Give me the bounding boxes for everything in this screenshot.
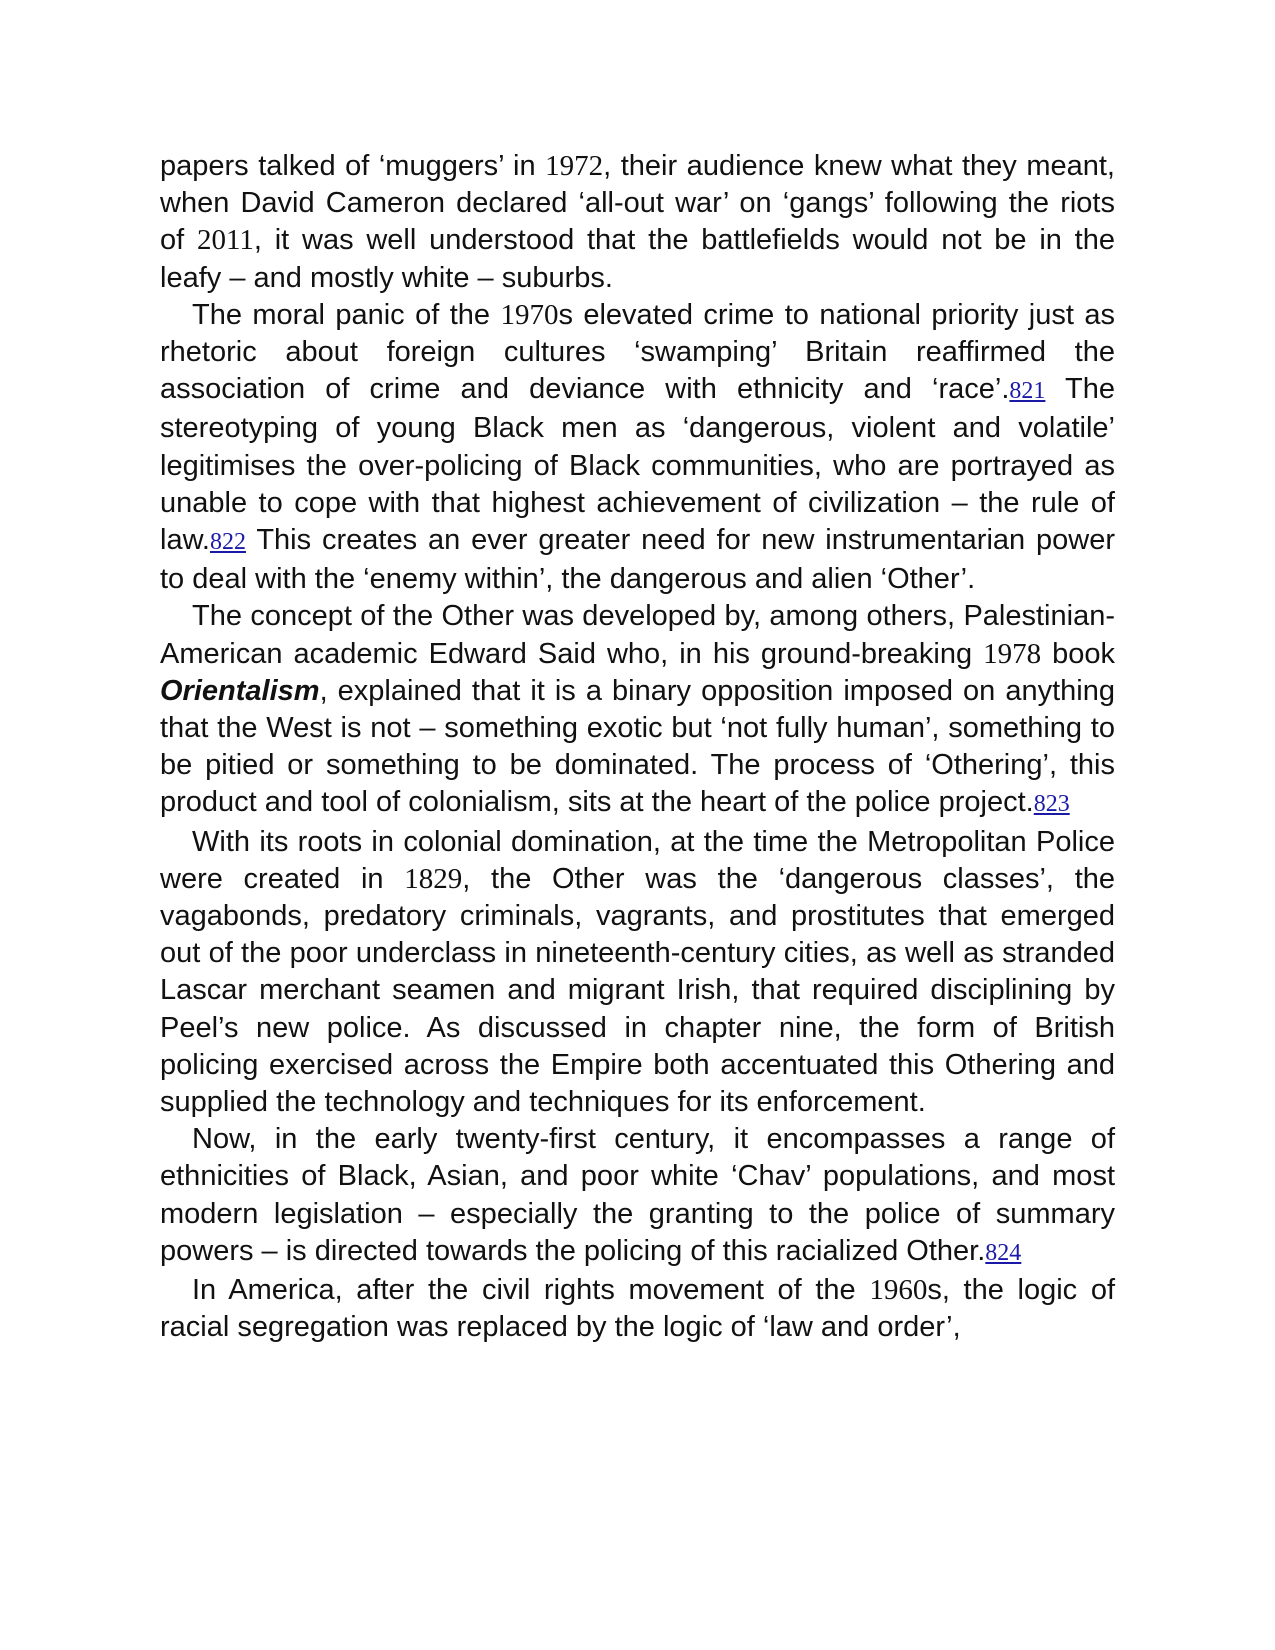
paragraph-text: , it was well understood that the battlefields would not be in the leafy – and mostly white – suburbs.: [160, 224, 1115, 294]
paragraph-text: The concept of the Other was developed by, among others, Palestinian-American academic Edward Said who, in his ground-breaking: [160, 600, 1115, 670]
paragraph-text: book: [1041, 637, 1115, 670]
paragraph-text: The stereotyping of young Black men as ‘dangerous, violent and volatile’ legitimises the over-policing of Black communities, who are portrayed as unable to cope with that highest achievement of civilization – the rule of law.: [160, 373, 1115, 557]
paragraph-text: In America, after the civil rights movement of the: [192, 1274, 870, 1307]
paragraph-text: s, the logic of racial segregation was replaced by the logic of ‘law and order’,: [160, 1274, 1115, 1344]
footnote-link-824[interactable]: 824: [985, 1239, 1022, 1266]
footnote-link-821[interactable]: 821: [1009, 378, 1046, 405]
paragraph-text: Now, in the early twenty-first century, it encompasses a range of ethnicities of Black, Asian, and poor white ‘Chav’ populations, and most modern legislation – especially the granting to the police of summary powers – is directed towards the policing of this racialized Other.: [160, 1123, 1115, 1267]
paragraph: [160, 824, 1115, 1122]
paragraph: [160, 1121, 1115, 1272]
paragraph-text: , their audience knew what they meant, when David Cameron declared ‘all-out war’ on ‘gangs’ following the riots of: [160, 150, 1115, 257]
year: 1978: [983, 637, 1042, 670]
paragraph-text: The moral panic of the: [192, 298, 501, 331]
footnote-link-822[interactable]: 822: [209, 529, 246, 556]
year: 2011: [196, 224, 254, 257]
year: 1970: [500, 298, 559, 331]
paragraph: [160, 1272, 1115, 1346]
paragraph-text: With its roots in colonial domination, at the time the Metropolitan Police were created in: [160, 825, 1115, 895]
paragraph: [160, 148, 1115, 297]
paragraph-text: papers talked of ‘muggers’ in: [160, 150, 546, 182]
footnote-link-823[interactable]: 823: [1033, 791, 1070, 818]
paragraph-text: s elevated crime to national priority just as rhetoric about foreign cultures ‘swamping’ Britain reaffirmed the association of crime and deviance with ethnicity and ‘race’.: [160, 298, 1115, 406]
paragraph-text: This creates an ever greater need for new instrumentarian power to deal with the ‘enemy within’, the dangerous and alien ‘Other’.: [160, 524, 1115, 596]
year: 1960: [869, 1274, 928, 1307]
paragraph: [160, 598, 1115, 823]
paragraph-text: , explained that it is a binary opposition imposed on anything that the West is not – something exotic but ‘not fully human’, something to be pitied or something to be dominated. The process of ‘Othering’, this product and tool of colonialism, sits at the heart of the police project.: [160, 674, 1115, 819]
year: 1829: [404, 862, 463, 895]
book-title: Orientalism: [160, 674, 320, 707]
paragraph: [160, 297, 1115, 599]
page-body: [160, 148, 1115, 1347]
year: 1972: [545, 150, 604, 182]
paragraph-text: , the Other was the ‘dangerous classes’, the vagabonds, predatory criminals, vagrants, and prostitutes that emerged out of the poor underclass in nineteenth-century cities, as well as stranded Lascar merchant seamen and migrant Irish, that required disciplining by Peel’s new police. As discussed in chapter nine, the form of British policing exercised across the Empire both accentuated this Othering and supplied the technology and techniques for its enforcement.: [160, 862, 1116, 1119]
